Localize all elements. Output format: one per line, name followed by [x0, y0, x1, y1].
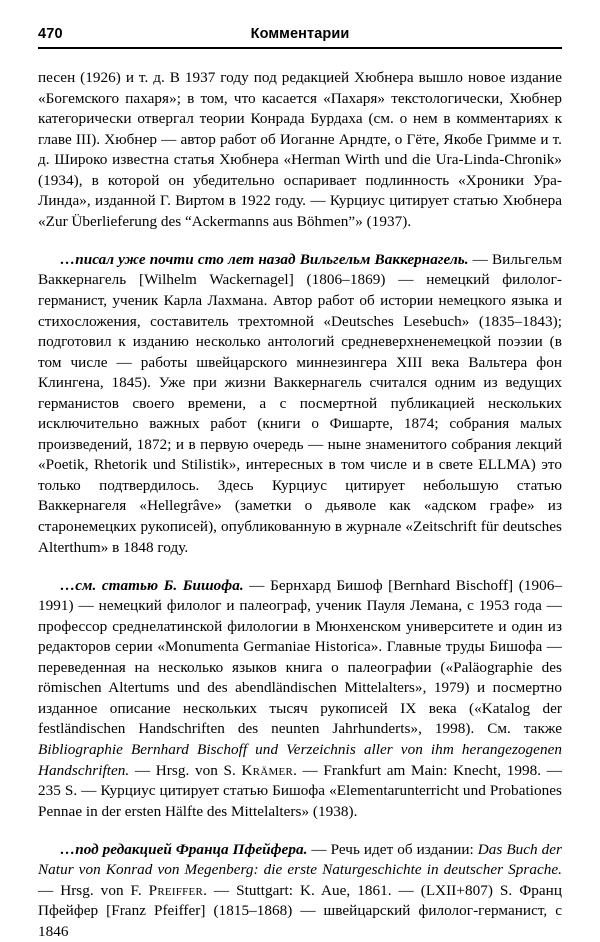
text-run: — Вильгельм Ваккернагель [Wilhelm Wackernagel] (1806–1869) — немецкий филолог-германист, ученик Карла Лахмана. Автор работ об истории немецкого языка и стихосложения, составитель трехтомной «Deutsches Lesebuch» (1835–1843); подготовил к изданию несколько антологий средневерхненемецкой поэзии (в том числе — работы швейцарского миннезингера XIII века Вальтера фон Клингена, 1845). Уже при жизни Ваккернагель считался одним из ведущих германистов своего времени, а с посмертной публикацией нескольких исключительно важных работ (книги о Фишарте, 1874; собрания малых произведений, 1872; и в первую очередь — ныне знаменитого собрания лекций «Poetik, Rhetorik und Stilistik», интересных в том числе и в свете ELLMA) это только подтвердилось. Здесь Курциус цитирует небольшую статью Ваккернагеля «Hellegrâve» (заметки о дьяволе как «адском графе» из старонемецких рукописей), опубликованную в журнале «Zeitschrift für deutsches Alterthum» в 1848 году.	[38, 250, 562, 556]
text-run: — Hrsg. von S.	[129, 761, 242, 779]
text-run: — Речь идет об издании:	[307, 840, 478, 858]
text-run: Bibliographie Bernhard Bischoff und Verzeichnis aller von ihm herangezogenen Handschriften.	[38, 740, 562, 779]
paragraph-huebner	[38, 68, 562, 232]
text-run: Das Buch der Natur von Konrad von Megenberg: die erste Naturgeschichte in deutscher Sprache.	[38, 840, 563, 879]
text-run: Krämer	[241, 761, 294, 779]
running-head-rule	[38, 26, 562, 49]
running-head-title: Комментарии	[250, 26, 350, 42]
text-run: . — Stuttgart: K. Aue, 1861. — (LXII+807) S. Франц Пфейфер [Franz Pfeiffer] (1815–1868) — швейцарский филолог-германист, с 1846	[38, 881, 563, 940]
text-run: песен (1926) и т. д. В 1937 году под редакцией Хюбнера вышло новое издание «Богемского пахаря»; в том, что касается «Пахаря» текстологически, Хюбнер категорически отвергал теории Конрада Бурдаха (см. о нем в комментариях к главе III). Хюбнер — автор работ об Иоганне Арндте, о Гёте, Якобе Гримме и т. д. Широко известна статья Хюбнера «Herman Wirth und die Ura-Linda-Chronik» (1934), в которой он убедительно оспаривает подлинность «Хроники Ура-Линда», изданной Г. Виртом в 1922 году. — Курциус цитирует статью Хюбнера «Zur Überlieferung des “Ackermanns aus Böhmen”» (1937).	[38, 69, 562, 230]
paragraph-pfeiffer	[38, 840, 562, 942]
text-run: . — Frankfurt am Main: Knecht, 1998. — 235 S. — Курциус цитирует статью Бишофа «Elementarunterricht und Probationes Pennae in der ersten Hälfte des Mittelalters» (1938).	[38, 761, 562, 820]
running-head	[38, 26, 562, 52]
text-run: Preiffer	[148, 881, 204, 899]
text-run: — Бернхард Бишоф [Bernhard Bischoff] (1906–1991) — немецкий филолог и палеограф, ученик Пауля Лемана, с 1953 года — профессор среднелатинской филологии в Мюнхенском университете и один из редакторов серии «Monumenta Germaniae Historica». Главные труды Бишофа — переведенная на несколько языков книга о палеографии («Paläographie des römischen Altertums und des abendländischen Mittelalters», 1979) и посмертно изданное описание нескольких тысяч рукописей IX века («Katalog der festländischen Handschriften des neunten Jahrhunderts», 1998). См. также	[38, 576, 562, 738]
text-run: …писал уже почти сто лет назад Вильгельм Ваккернагель.	[60, 250, 469, 268]
page-number: 470	[38, 26, 63, 42]
paragraph-wackernagel	[38, 250, 562, 558]
text-run: …см. статью Б. Бишофа.	[60, 576, 244, 594]
paragraph-bischoff	[38, 576, 562, 823]
text-run: — Hrsg. von F.	[38, 881, 149, 899]
body-text	[38, 68, 562, 942]
text-run: …под редакцией Франца Пфейфера.	[60, 840, 308, 858]
